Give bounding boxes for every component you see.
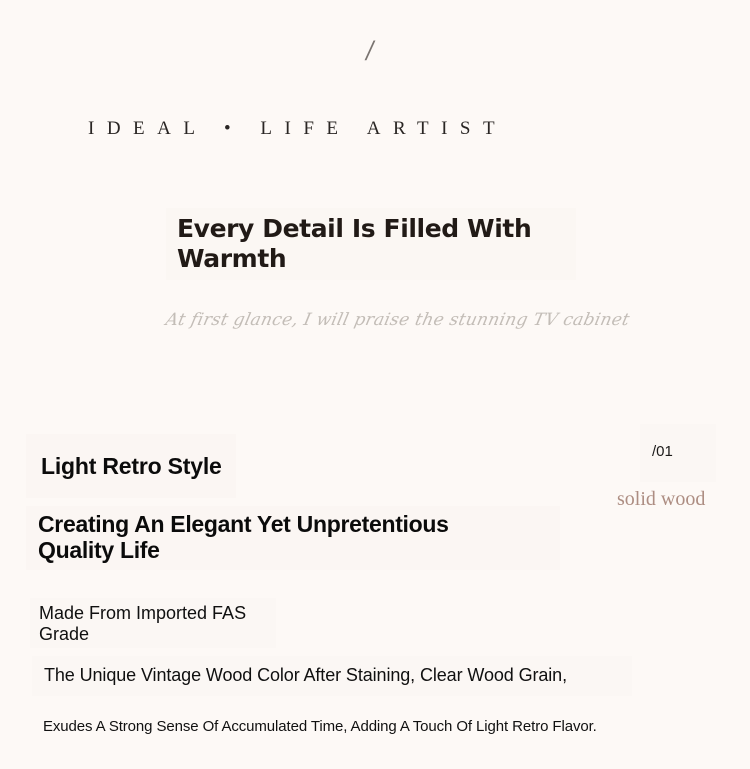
decorative-slash: / — [364, 36, 377, 64]
description-line-1: The Unique Vintage Wood Color After Staining, Clear Wood Grain, — [44, 665, 567, 685]
description-line-2: Exudes A Strong Sense Of Accumulated Time, Adding A Touch Of Light Retro Flavor. — [43, 718, 597, 735]
section-title: Light Retro Style — [41, 453, 222, 479]
tagline: Creating An Elegant Yet Unpretentious Quality Life — [38, 511, 449, 563]
material-label: solid wood — [617, 488, 706, 510]
script-subtitle: At first glance, I will praise the stunning TV cabinet — [163, 310, 632, 330]
brand-line: IDEAL • LIFE ARTIST — [88, 118, 508, 139]
section-index: /01 — [652, 443, 673, 460]
hero-title: Every Detail Is Filled With Warmth — [166, 208, 576, 280]
material-spec: Made From Imported FAS Grade — [39, 603, 247, 644]
